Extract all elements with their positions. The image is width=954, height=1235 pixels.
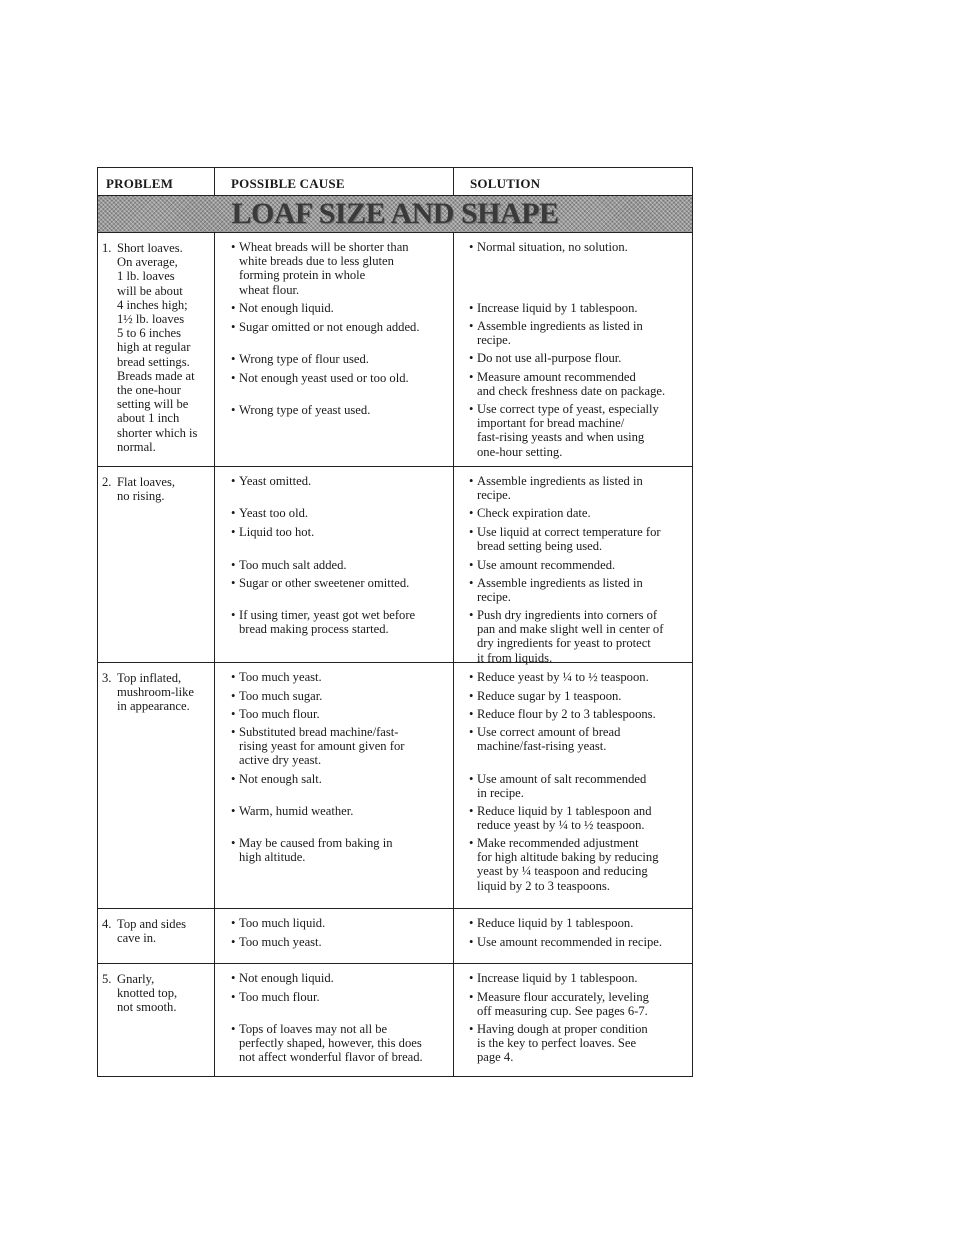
cause-text: Too much flour.: [239, 990, 320, 1004]
cause-text: Yeast too old.: [239, 506, 309, 520]
solution-item: [469, 576, 688, 604]
bullet-icon: •: [231, 916, 236, 930]
bullet-icon: •: [469, 772, 474, 786]
solution-text: Reduce yeast by ¼ to ½ teaspoon.: [477, 670, 649, 684]
cause-text: Substituted bread machine/fast- rising yeast for amount given for active dry yeast.: [239, 725, 405, 768]
solution-item: [469, 319, 688, 347]
bullet-icon: •: [469, 935, 474, 949]
bullet-icon: •: [231, 935, 236, 949]
solution-item: [469, 506, 688, 520]
bullet-icon: •: [469, 608, 474, 622]
solution-item: [469, 916, 688, 930]
solution-text: Having dough at proper condition is the key to perfect loaves. See page 4.: [477, 1022, 648, 1065]
bullet-icon: •: [231, 576, 236, 590]
solution-item: [469, 689, 688, 703]
solution-text: Assemble ingredients as listed in recipe.: [477, 474, 643, 503]
bullet-icon: •: [231, 403, 236, 417]
problem-cell: [98, 964, 215, 1076]
solution-item: [469, 558, 688, 572]
bullet-icon: •: [231, 1022, 236, 1036]
cause-text: Not enough salt.: [239, 772, 322, 786]
problem-number: 5.: [102, 972, 112, 986]
problem-text: Top inflated, mushroom-like in appearance.: [117, 671, 194, 714]
cause-text: Wrong type of yeast used.: [239, 403, 371, 417]
cause-item: [231, 1022, 449, 1065]
solution-cell: [454, 909, 692, 963]
bullet-icon: •: [231, 371, 236, 385]
cause-cell: [215, 964, 454, 1076]
bullet-icon: •: [469, 971, 474, 985]
solution-item: [469, 301, 688, 315]
solution-text: Reduce liquid by 1 tablespoon and reduce yeast by ¼ to ½ teaspoon.: [477, 804, 652, 833]
solution-item: [469, 935, 688, 949]
bullet-icon: •: [469, 402, 474, 416]
problem-cell: [98, 467, 215, 662]
problem-number: 1.: [102, 241, 112, 255]
bullet-icon: •: [469, 670, 474, 684]
solution-item: [469, 370, 688, 398]
solution-item: [469, 1022, 688, 1065]
solution-item: [469, 990, 688, 1018]
solution-text: Use amount recommended.: [477, 558, 616, 572]
bullet-icon: •: [469, 689, 474, 703]
problem-number: 4.: [102, 917, 112, 931]
cause-item: [231, 836, 449, 864]
solution-text: Check expiration date.: [477, 506, 591, 520]
cause-item: [231, 916, 449, 930]
bullet-icon: •: [469, 301, 474, 315]
cause-cell: [215, 909, 454, 963]
table-row: [98, 233, 692, 467]
solution-text: Measure amount recommended and check freshness date on package.: [477, 370, 666, 399]
bullet-icon: •: [469, 990, 474, 1004]
cause-text: Too much flour.: [239, 707, 320, 721]
solution-text: Use correct type of yeast, especially important for bread machine/ fast-rising yeasts and when using one-hour setting.: [477, 402, 659, 459]
solution-text: Do not use all-purpose flour.: [477, 351, 622, 365]
cause-text: Too much yeast.: [239, 935, 322, 949]
bullet-icon: •: [469, 1022, 474, 1036]
bullet-icon: •: [231, 525, 236, 539]
cause-item: [231, 301, 449, 315]
bullet-icon: •: [231, 836, 236, 850]
cause-text: Not enough yeast used or too old.: [239, 371, 409, 385]
problem-cell: [98, 233, 215, 466]
bullet-icon: •: [231, 474, 236, 488]
cause-text: Too much liquid.: [239, 916, 326, 930]
cause-item: [231, 352, 449, 366]
cause-text: Too much salt added.: [239, 558, 347, 572]
solution-item: [469, 772, 688, 800]
solution-cell: [454, 964, 692, 1076]
solution-text: Normal situation, no solution.: [477, 240, 628, 254]
table-header: [98, 168, 692, 196]
cause-item: [231, 474, 449, 488]
cause-item: [231, 371, 449, 385]
solution-item: [469, 474, 688, 502]
cause-item: [231, 670, 449, 684]
header-problem: PROBLEM: [98, 168, 215, 195]
solution-text: Assemble ingredients as listed in recipe.: [477, 319, 643, 348]
bullet-icon: •: [231, 608, 236, 622]
cause-cell: [215, 233, 454, 466]
header-cause: POSSIBLE CAUSE: [215, 168, 454, 195]
cause-item: [231, 506, 449, 520]
solution-cell: [454, 663, 692, 908]
cause-text: Tops of loaves may not all be perfectly shaped, however, this does not affect wonderful flavor of bread.: [239, 1022, 423, 1065]
solution-item: [469, 670, 688, 684]
solution-text: Use amount recommended in recipe.: [477, 935, 662, 949]
solution-item: [469, 971, 688, 985]
cause-item: [231, 576, 449, 590]
table-row: [98, 909, 692, 964]
cause-item: [231, 971, 449, 985]
cause-text: Liquid too hot.: [239, 525, 315, 539]
cause-cell: [215, 663, 454, 908]
solution-item: [469, 804, 688, 832]
cause-item: [231, 990, 449, 1004]
bullet-icon: •: [231, 301, 236, 315]
section-banner: [98, 196, 692, 233]
bullet-icon: •: [469, 240, 474, 254]
bullet-icon: •: [231, 772, 236, 786]
section-title: LOAF SIZE AND SHAPE: [231, 197, 559, 230]
cause-text: Too much sugar.: [239, 689, 323, 703]
cause-text: Wrong type of flour used.: [239, 352, 369, 366]
cause-item: [231, 608, 449, 636]
cause-item: [231, 558, 449, 572]
solution-item: [469, 351, 688, 365]
cause-item: [231, 804, 449, 818]
bullet-icon: •: [469, 836, 474, 850]
solution-item: [469, 725, 688, 753]
bullet-icon: •: [231, 240, 236, 254]
bullet-icon: •: [469, 474, 474, 488]
bullet-icon: •: [469, 351, 474, 365]
problem-text: Gnarly, knotted top, not smooth.: [117, 972, 178, 1015]
table-body: [98, 233, 692, 1076]
solution-item: [469, 707, 688, 721]
solution-text: Assemble ingredients as listed in recipe.: [477, 576, 643, 605]
bullet-icon: •: [231, 352, 236, 366]
solution-text: Reduce flour by 2 to 3 tablespoons.: [477, 707, 656, 721]
cause-text: Warm, humid weather.: [239, 804, 354, 818]
table-row: [98, 663, 692, 909]
cause-text: Sugar or other sweetener omitted.: [239, 576, 410, 590]
bullet-icon: •: [231, 990, 236, 1004]
cause-text: Not enough liquid.: [239, 301, 334, 315]
table-row: [98, 467, 692, 663]
cause-item: [231, 772, 449, 786]
solution-item: [469, 608, 688, 665]
solution-text: Use liquid at correct temperature for bread setting being used.: [477, 525, 661, 554]
bullet-icon: •: [231, 506, 236, 520]
bullet-icon: •: [469, 725, 474, 739]
bullet-icon: •: [231, 725, 236, 739]
bullet-icon: •: [231, 320, 236, 334]
bullet-icon: •: [469, 804, 474, 818]
table-row: [98, 964, 692, 1076]
solution-text: Push dry ingredients into corners of pan and make slight well in center of dry ingredients for yeast to protect it from liquids.: [477, 608, 664, 665]
solution-text: Use amount of salt recommended in recipe.: [477, 772, 647, 801]
bullet-icon: •: [231, 804, 236, 818]
bullet-icon: •: [469, 576, 474, 590]
bullet-icon: •: [231, 971, 236, 985]
solution-item: [469, 525, 688, 553]
cause-item: [231, 689, 449, 703]
solution-text: Measure flour accurately, leveling off measuring cup. See pages 6-7.: [477, 990, 649, 1019]
cause-item: [231, 240, 449, 297]
header-solution: SOLUTION: [470, 176, 541, 191]
solution-text: Use correct amount of bread machine/fast-rising yeast.: [477, 725, 621, 754]
problem-text: Top and sides cave in.: [117, 917, 187, 946]
bullet-icon: •: [469, 370, 474, 384]
bullet-icon: •: [231, 670, 236, 684]
bullet-icon: •: [469, 916, 474, 930]
solution-cell: [454, 233, 692, 466]
cause-cell: [215, 467, 454, 662]
solution-text: Reduce sugar by 1 teaspoon.: [477, 689, 622, 703]
troubleshooting-table: [97, 167, 693, 1077]
problem-cell: [98, 909, 215, 963]
solution-text: Make recommended adjustment for high altitude baking by reducing yeast by ¼ teaspoon and reducing liquid by 2 to 3 teaspoons.: [477, 836, 659, 893]
bullet-icon: •: [231, 558, 236, 572]
cause-text: Sugar omitted or not enough added.: [239, 320, 420, 334]
solution-item: [469, 836, 688, 893]
bullet-icon: •: [469, 525, 474, 539]
cause-item: [231, 707, 449, 721]
problem-text: Flat loaves, no rising.: [117, 475, 176, 504]
solution-text: Increase liquid by 1 tablespoon.: [477, 301, 638, 315]
bullet-icon: •: [231, 689, 236, 703]
cause-text: Wheat breads will be shorter than white breads due to less gluten forming protein in whole wheat flour.: [239, 240, 409, 297]
cause-item: [231, 725, 449, 768]
cause-item: [231, 403, 449, 417]
solution-item: [469, 240, 688, 254]
cause-text: May be caused from baking in high altitude.: [239, 836, 393, 865]
cause-item: [231, 525, 449, 539]
problem-number: 3.: [102, 671, 112, 685]
cause-text: Yeast omitted.: [239, 474, 312, 488]
bullet-icon: •: [469, 319, 474, 333]
solution-text: Increase liquid by 1 tablespoon.: [477, 971, 638, 985]
bullet-icon: •: [469, 506, 474, 520]
solution-text: Reduce liquid by 1 tablespoon.: [477, 916, 634, 930]
bullet-icon: •: [469, 707, 474, 721]
problem-number: 2.: [102, 475, 112, 489]
cause-item: [231, 320, 449, 334]
bullet-icon: •: [469, 558, 474, 572]
cause-text: Too much yeast.: [239, 670, 322, 684]
cause-text: If using timer, yeast got wet before bread making process started.: [239, 608, 416, 637]
solution-cell: [454, 467, 692, 665]
bullet-icon: •: [231, 707, 236, 721]
cause-text: Not enough liquid.: [239, 971, 334, 985]
problem-text: Short loaves. On average, 1 lb. loaves will be about 4 inches high; 1½ lb. loaves 5 to 6 inches high at regular bread settings. Breads made at the one-hour setting will be about 1 inch shorter which is normal.: [117, 241, 198, 454]
solution-item: [469, 402, 688, 459]
problem-cell: [98, 663, 215, 908]
cause-item: [231, 935, 449, 949]
